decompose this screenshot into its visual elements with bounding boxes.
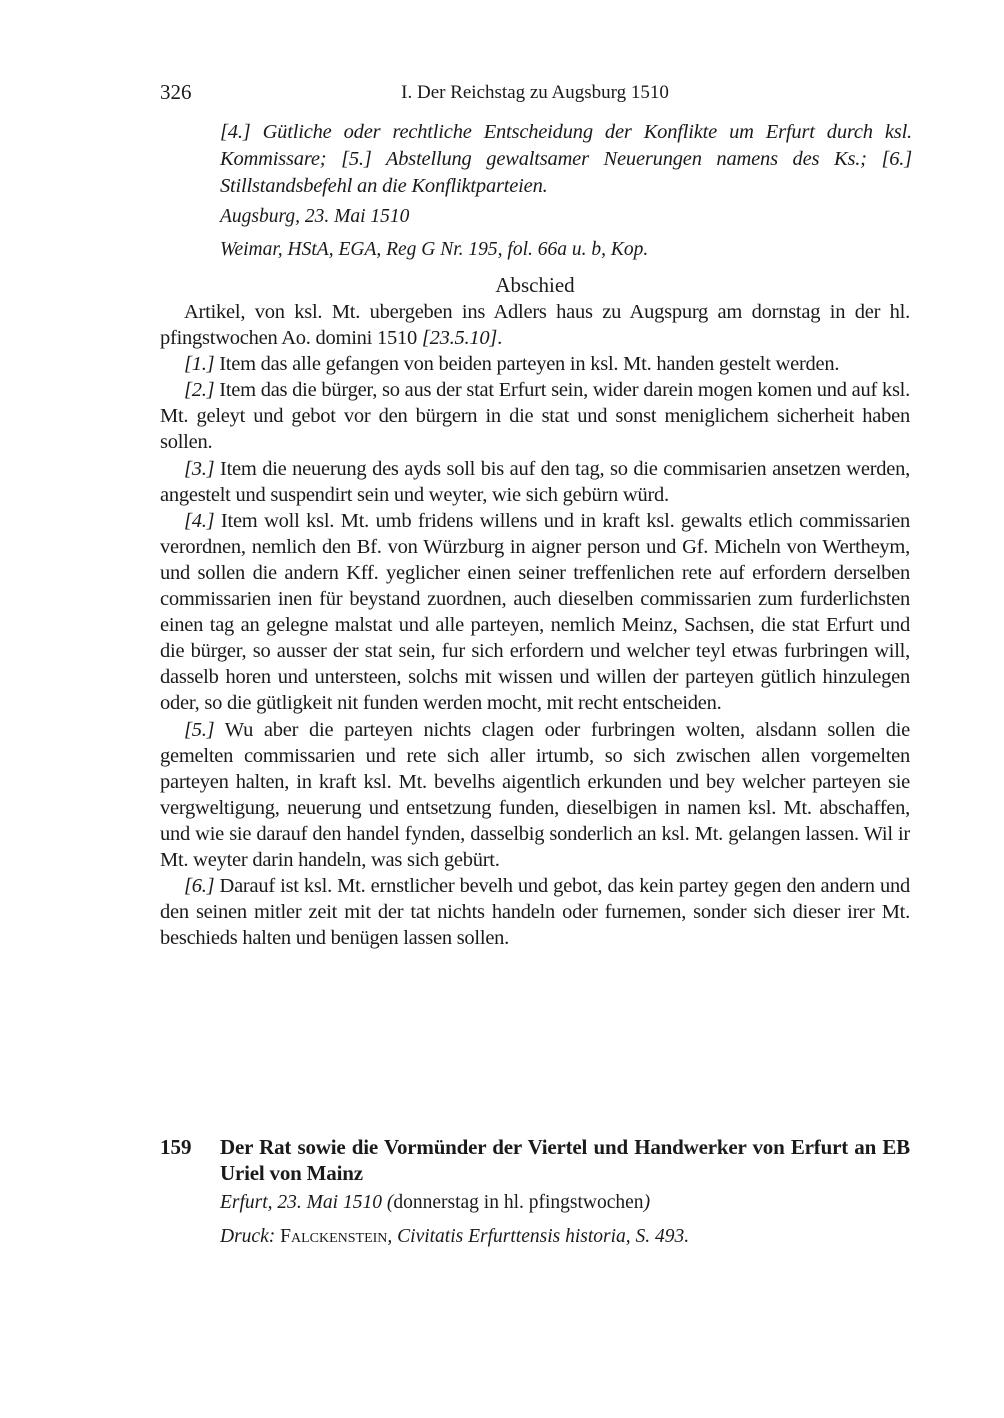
archival-source: Weimar, HStA, EGA, Reg G Nr. 195, fol. 66a u. b, Kop. [220, 239, 649, 260]
page-number: 326 [160, 80, 192, 104]
document-body [160, 299, 910, 951]
article-number: [1.] [184, 353, 215, 376]
intro-end: . [497, 327, 502, 350]
print-label: Druck: [220, 1226, 276, 1247]
article-text: Item woll ksl. Mt. umb fridens willens und in kraft ksl. gewalts etlich commissarien verordnen, nemlich den Bf. von Würzburg in aigner person und Gf. Micheln von Wertheym, und sollen die andern Kff. yeglicher einen seiner treffenlichen rete auf erfordern derselben commissarien inen für beystand zuordnen, auch dieselben commissarien zum furderlichsten einen tag an gelegne malstat und alle parteyen, nemlich Meinz, Sachsen, die stat Erfurt und die bürger, so ausser der stat sein, fur sich erfordern und welcher teyl etwas furbringen will, dasselb horen und untersteen, solchs mit wissen und willen der parteyen gütlich hinzulegen oder, so die gütligkeit nit funden werden mocht, mit recht entscheiden. [160, 509, 910, 715]
page-header [160, 80, 910, 106]
document-title: Abschied [495, 273, 575, 297]
article-text: Item das alle gefangen von beiden parteyen in ksl. Mt. handen gestelt werden. [214, 353, 840, 376]
article-number: [4.] [184, 509, 215, 532]
print-author: Falckenstein [280, 1226, 388, 1247]
article-text: Item die neuerung des ayds soll bis auf den tag, so die commisarien ansetzen werden, angestelt und suspendirt sein und weyter, wie sich gebürn würd. [160, 457, 910, 506]
regest-summary: [4.] Gütliche oder rechtliche Entscheidung der Konflikte um Erfurt durch ksl. Kommissare; [5.] Abstellung gewaltsamer Neuerungen namens des Ks.; [6.] Stillstandsbefehl an die Konfliktparteien. [220, 121, 912, 197]
article-number: [3.] [184, 457, 215, 480]
paren-close: ) [643, 1192, 651, 1213]
article-paragraph [160, 456, 910, 508]
article-paragraph [160, 508, 910, 717]
article-paragraph [160, 873, 910, 951]
next-document-heading [160, 1134, 910, 1186]
intro-text: Artikel, von ksl. Mt. ubergeben ins Adlers haus zu Augspurg am dornstag in der hl. pfingstwochen Ao. domini 1510 [160, 301, 910, 350]
running-title: I. Der Reichstag zu Augsburg 1510 [401, 82, 669, 103]
print-work: , Civitatis Erfurttensis historia, S. 493. [387, 1226, 690, 1247]
document-number: 159 [160, 1135, 192, 1159]
date-place: Erfurt, 23. Mai 1510 ( [220, 1192, 394, 1213]
date-place: Augsburg, 23. Mai 1510 [220, 206, 410, 227]
next-document-date [220, 1192, 650, 1214]
article-paragraph [160, 717, 910, 874]
date-note: [23.5.10] [421, 327, 498, 350]
article-text: Darauf ist ksl. Mt. ernstlicher bevelh und gebot, das kein partey gegen den andern und den seinen mitler zeit mit der tat nichts handeln oder furnemen, sonder sich dieser irer Mt. beschieds halten und benügen lassen sollen. [160, 875, 910, 950]
article-paragraph [160, 351, 910, 377]
intro-paragraph [160, 299, 910, 351]
article-number: [5.] [184, 718, 215, 741]
print-source [220, 1226, 689, 1248]
article-number: [6.] [184, 875, 215, 898]
article-text: Wu aber die parteyen nichts clagen oder furbringen wolten, alsdann sollen die gemelten commissarien und rete sich aller irtumb, so sich zwischen allen vorgemelten parteyen halten, in kraft ksl. Mt. bevelhs aigentlich erkunden und bey welcher parteyen sie vergweltigung, neuerung und entsetzung funden, dieselbigen in namen ksl. Mt. abschaffen, und wie sie darauf den handel fynden, dasselbig sonderlich an ksl. Mt. gelangen lassen. Wil ir Mt. weyter darin handeln, was sich gebürt. [160, 718, 910, 871]
article-text: Item das die bürger, so aus der stat Erfurt sein, wider darein mogen komen und auf ksl. Mt. geleyt und gebot vor den bürgern in die stat und sonst meniglichem sicherheit haben sollen. [160, 379, 910, 454]
article-number: [2.] [184, 379, 215, 402]
next-document-title: Der Rat sowie die Vormünder der Viertel und Handwerker von Erfurt an EB Uriel von Mainz [220, 1135, 910, 1185]
article-paragraph [160, 377, 910, 455]
original-date: donnerstag in hl. pfingstwochen [393, 1192, 644, 1213]
